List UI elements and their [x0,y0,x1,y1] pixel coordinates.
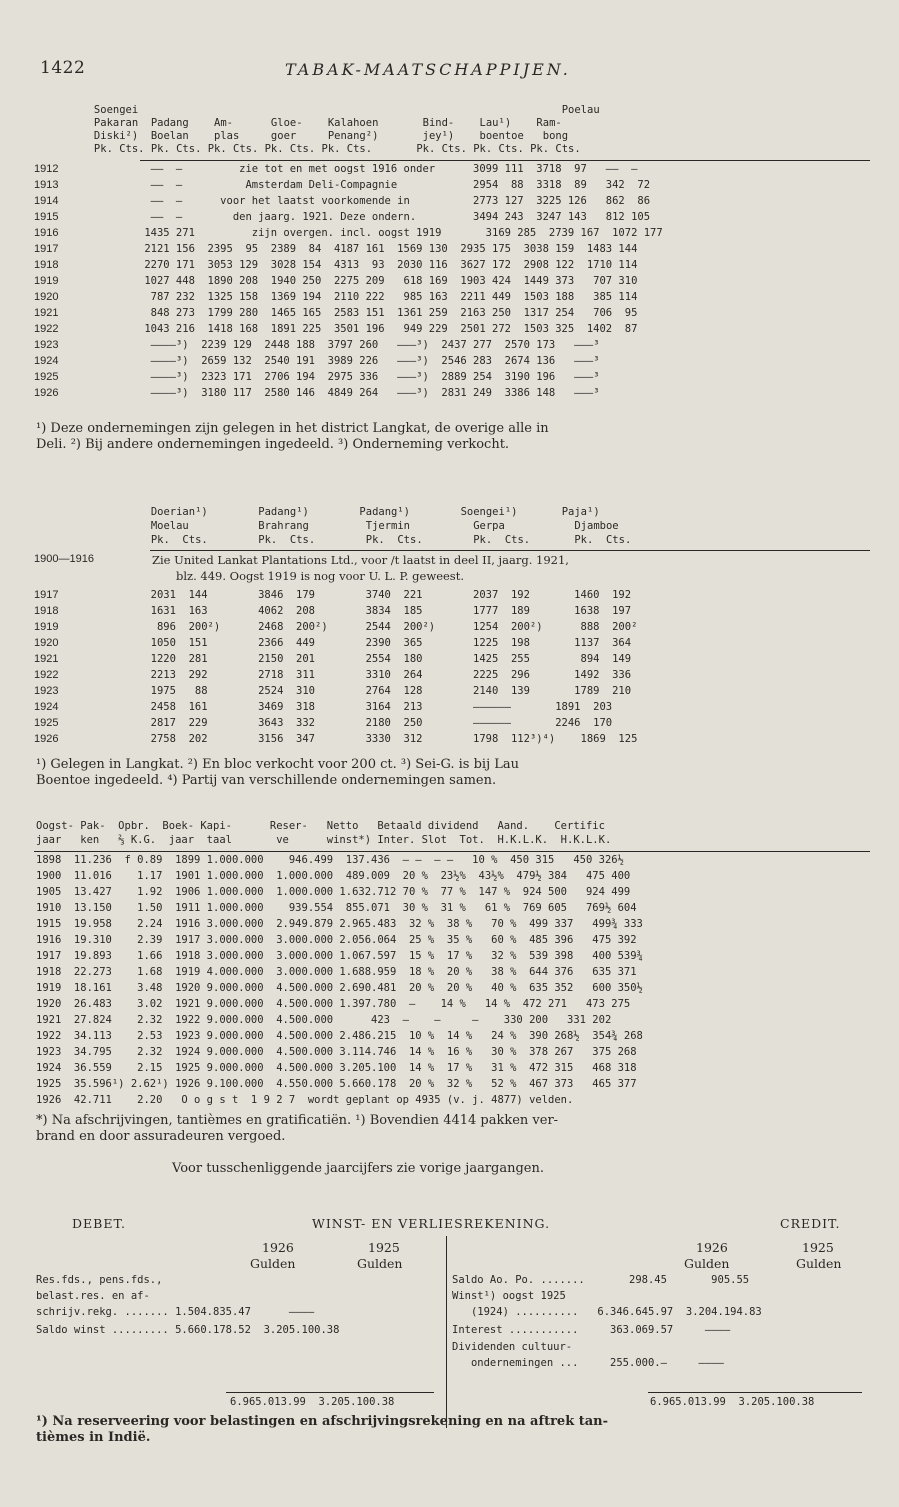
table-row: 1925 35.596¹) 2.62¹) 1926 9.100.000 4.550.000 5.660.178 20 % 32 % 52 % 467 373 465 377 [36,1078,637,1090]
row-year: 1924 [34,701,59,713]
row-year: 1919 [34,621,59,633]
debet-line: Res.fds., pens.fds., [36,1274,163,1286]
row-year: 1916 [34,227,59,239]
row-values: ————³) 2323 171 2706 194 2975 336 ———³) 2889 254 3190 196 ———³ [138,371,600,383]
credit-line: Interest ........... 363.069.57 ———— [452,1324,731,1336]
table-row: 1915 19.958 2.24 1916 3.000.000 2.949.879 2.965.483 32 % 38 % 70 % 499 337 499¾ 333 [36,918,643,930]
table-2-header-line: Doerian¹) Padang¹) Padang¹) Soengei¹) Paja¹) [56,506,600,518]
row-values: 1220 281 2150 201 2554 180 1425 255 894 149 [138,653,632,665]
row-values: 2758 202 3156 347 3330 312 1798 112³)⁴) 1869 125 [138,733,638,745]
table-row: 1924 36.559 2.15 1925 9.000.000 4.500.000 3.205.100 14 % 17 % 31 % 472 315 468 318 [36,1062,637,1074]
row-values: ————³) 2239 129 2448 188 3797 260 ———³) 2437 277 2570 173 ———³ [138,339,600,351]
row-values: —— — den jaarg. 1921. Deze ondern. 3494 243 3247 143 812 105 [138,211,651,223]
table-3-header-line: Oogst- Pak- Opbr. Boek- Kapi- Reser- Netto Betaald dividend Aand. Certific [36,820,605,832]
table-row: 1900 11.016 1.17 1901 1.000.000 1.000.000 489.009 20 % 23½% 43½% 479½ 384 475 400 [36,870,631,882]
row-values: 2213 292 2718 311 3310 264 2225 296 1492 336 [138,669,632,681]
unit-label: Gulden [357,1256,403,1271]
page-number: 1422 [40,58,86,78]
table-2-intro-line: blz. 449. Oogst 1919 is nog voor U. L. P. geweest. [176,569,464,583]
row-values: 1975 88 2524 310 2764 128 2140 139 1789 210 [138,685,632,697]
row-values: 2031 144 3846 179 3740 221 2037 192 1460 192 [138,589,632,601]
row-year: 1912 [34,163,59,175]
row-values: —— — Amsterdam Deli-Compagnie 2954 88 3318 89 342 72 [138,179,651,191]
table-row: 1917 19.893 1.66 1918 3.000.000 3.000.000 1.067.597 15 % 17 % 32 % 539 398 400 539¾ [36,950,643,962]
table-row: 1921 27.824 2.32 1922 9.000.000 4.500.000 423 — — — 330 200 331 202 [36,1014,612,1026]
row-year: 1925 [34,371,59,383]
table-3-footnote: brand en door assuradeuren vergoed. [36,1129,286,1144]
table-2-footnote: Boentoe ingedeeld. ⁴) Partij van verschillende ondernemingen samen. [36,773,497,788]
unit-label: Gulden [684,1256,730,1271]
table-1-header-line: Pakaran Padang Am- Gloe- Kalahoen Bind- Lau¹) Ram- [56,117,562,129]
debet-total: 6.965.013.99 3.205.100.38 [230,1396,395,1408]
table-1-header-line: Diski²) Boelan plas goer Penang²) jey¹) boentoe bong [56,130,569,142]
credit-total: 6.965.013.99 3.205.100.38 [650,1396,815,1408]
row-values: ————³) 2659 132 2540 191 3989 226 ———³) 2546 283 2674 136 ———³ [138,355,600,367]
table-row: 1910 13.150 1.50 1911 1.000.000 939.554 855.071 30 % 31 % 61 % 769 605 769½ 604 [36,902,637,914]
year-column: 1925 [368,1240,400,1255]
row-year: 1917 [34,589,59,601]
table-1-header-line: Pk. Cts. Pk. Cts. Pk. Cts. Pk. Cts. Pk. Cts. Pk. Cts. Pk. Cts. Pk. Cts. [56,143,581,155]
table-row: 1898 11.236 f 0.89 1899 1.000.000 946.499 137.436 — — — — 10 % 450 315 450 326½ [36,854,624,866]
row-year: 1920 [34,291,59,303]
row-values: —— — voor het laatst voorkomende in 2773 127 3225 126 862 86 [138,195,651,207]
credit-line: Saldo Ao. Po. ....... 298.45 905.55 [452,1274,750,1286]
debet-heading: DEBET. [72,1216,126,1231]
row-values: ————³) 3180 117 2580 146 4849 264 ———³) 2831 249 3386 148 ———³ [138,387,600,399]
credit-heading: CREDIT. [780,1216,841,1231]
row-year: 1921 [34,307,59,319]
row-year: 1913 [34,179,59,191]
row-year: 1917 [34,243,59,255]
credit-line: Dividenden cultuur- [452,1341,573,1353]
row-year: 1923 [34,685,59,697]
row-year: 1926 [34,387,59,399]
intermediate-years-note: Voor tusschenliggende jaarcijfers zie vorige jaargangen. [172,1161,544,1176]
row-values: 1631 163 4062 208 3834 185 1777 189 1638 197 [138,605,632,617]
row-year: 1900—1916 [34,553,94,565]
credit-line: ondernemingen ... 255.000.— ———— [452,1357,724,1369]
row-values: 2121 156 2395 95 2389 84 4187 161 1569 130 2935 175 3038 159 1483 144 [138,243,638,255]
table-row: 1918 22.273 1.68 1919 4.000.000 3.000.000 1.688.959 18 % 20 % 38 % 644 376 635 371 [36,966,637,978]
table-row: 1919 18.161 3.48 1920 9.000.000 4.500.000 2.690.481 20 % 20 % 40 % 635 352 600 350½ [36,982,643,994]
account-title: WINST- EN VERLIESREKENING. [312,1216,551,1231]
row-year: 1919 [34,275,59,287]
table-row: 1916 19.310 2.39 1917 3.000.000 3.000.000 2.056.064 25 % 35 % 60 % 485 396 475 392 [36,934,637,946]
row-year: 1926 [34,733,59,745]
table-3-footnote: *) Na afschrijvingen, tantièmes en gratificatiën. ¹) Bovendien 4414 pakken ver- [36,1113,559,1128]
row-values: 896 200²) 2468 200²) 2544 200²) 1254 200²) 888 200² [138,621,638,633]
row-year: 1920 [34,637,59,649]
table-row: 1922 34.113 2.53 1923 9.000.000 4.500.000 2.486.215 10 % 14 % 24 % 390 268½ 354¾ 268 [36,1030,643,1042]
row-year: 1915 [34,211,59,223]
page-title: TABAK-MAATSCHAPPIJEN. [285,60,571,79]
credit-line: (1924) .......... 6.346.645.97 3.204.194.83 [452,1306,762,1318]
row-values: 848 273 1799 280 1465 165 2583 151 1361 259 2163 250 1317 254 706 95 [138,307,638,319]
row-year: 1918 [34,605,59,617]
row-year: 1918 [34,259,59,271]
table-1-header-line: Soengei Poelau [56,104,600,116]
unit-label: Gulden [250,1256,296,1271]
year-column: 1925 [802,1240,834,1255]
row-year: 1923 [34,339,59,351]
table-row: 1926 42.711 2.20 O o g s t 1 9 2 7 wordt geplant op 4935 (v. j. 4877) velden. [36,1094,574,1106]
row-values: 1027 448 1890 208 1940 250 2275 209 618 169 1903 424 1449 373 707 310 [138,275,638,287]
table-row: 1923 34.795 2.32 1924 9.000.000 4.500.000 3.114.746 14 % 16 % 30 % 378 267 375 268 [36,1046,637,1058]
row-values: 787 232 1325 158 1369 194 2110 222 985 163 2211 449 1503 188 385 114 [138,291,638,303]
unit-label: Gulden [796,1256,842,1271]
row-values: —— — zie tot en met oogst 1916 onder 3099 111 3718 97 —— — [138,163,638,175]
row-year: 1922 [34,669,59,681]
row-values: 1043 216 1418 168 1891 225 3501 196 949 229 2501 272 1503 325 1402 87 [138,323,638,335]
debet-line: schrijv.rekg. ....... 1.504.835.47 ———— [36,1306,315,1318]
row-values: 2458 161 3469 318 3164 213 —————— 1891 203 [138,701,613,713]
table-2-intro-line: Zie United Lankat Plantations Ltd., voor /t laatst in deel II, jaarg. 1921, [152,553,569,567]
row-year: 1922 [34,323,59,335]
table-3-header-line: jaar ken ⅔ K.G. jaar taal ve winst*) Inter. Slot Tot. H.K.L.K. H.K.L.K. [36,834,612,846]
account-footnote: tièmes in Indië. [36,1430,151,1445]
row-year: 1921 [34,653,59,665]
year-column: 1926 [262,1240,294,1255]
credit-line: Winst¹) oogst 1925 [452,1290,566,1302]
row-values: 1050 151 2366 449 2390 365 1225 198 1137 364 [138,637,632,649]
row-values: 2817 229 3643 332 2180 250 —————— 2246 170 [138,717,613,729]
table-1-footnote: ¹) Deze ondernemingen zijn gelegen in het district Langkat, de overige alle in [36,421,549,436]
table-2-header-line: Moelau Brahrang Tjermin Gerpa Djamboe [56,520,619,532]
row-values: 1435 271 zijn overgen. incl. oogst 1919 3169 285 2739 167 1072 177 [138,227,663,239]
table-row: 1920 26.483 3.02 1921 9.000.000 4.500.000 1.397.780 — 14 % 14 % 472 271 473 275 [36,998,631,1010]
table-1-footnote: Deli. ²) Bij andere ondernemingen ingedeeld. ³) Onderneming verkocht. [36,437,510,452]
row-year: 1924 [34,355,59,367]
year-column: 1926 [696,1240,728,1255]
row-values: 2270 171 3053 129 3028 154 4313 93 2030 116 3627 172 2908 122 1710 114 [138,259,638,271]
table-2-header-line: Pk. Cts. Pk. Cts. Pk. Cts. Pk. Cts. Pk. Cts. [56,534,632,546]
table-2-footnote: ¹) Gelegen in Langkat. ²) En bloc verkocht voor 200 ct. ³) Sei-G. is bij Lau [36,757,519,772]
row-year: 1914 [34,195,59,207]
row-year: 1925 [34,717,59,729]
account-footnote: ¹) Na reserveering voor belastingen en afschrijvingsrekening en na aftrek tan- [36,1414,609,1429]
table-row: 1905 13.427 1.92 1906 1.000.000 1.000.000 1.632.712 70 % 77 % 147 % 924 500 924 499 [36,886,631,898]
debet-line: Saldo winst ......... 5.660.178.52 3.205.100.38 [36,1324,340,1336]
debet-line: belast.res. en af- [36,1290,150,1302]
